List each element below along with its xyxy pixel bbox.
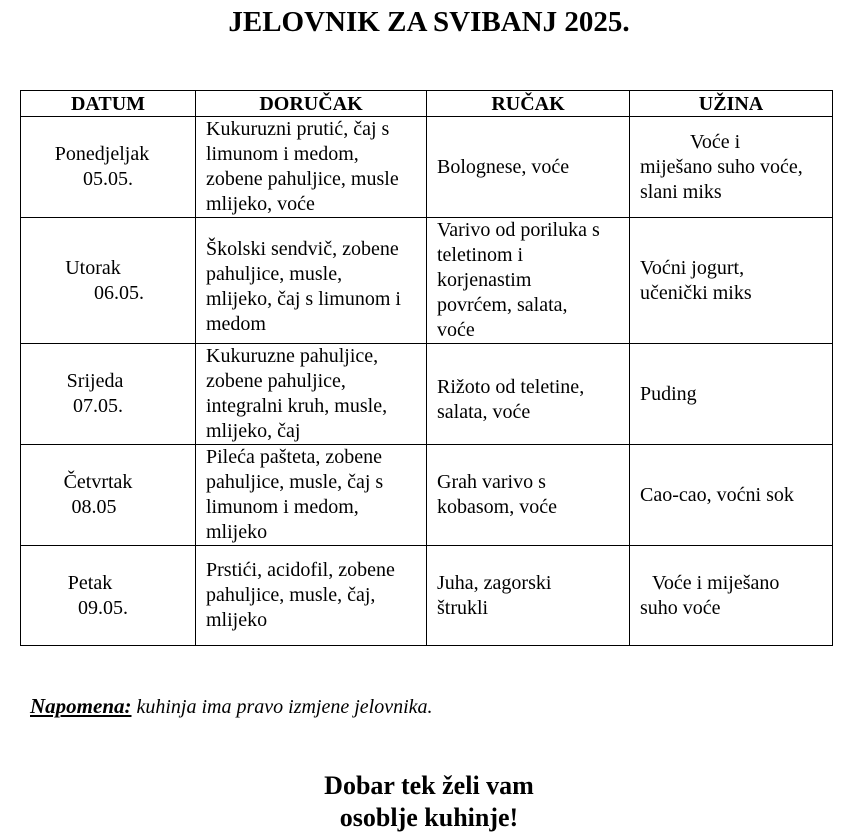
day-date: 06.05. <box>94 281 144 304</box>
lunch-line: salata, voće <box>437 401 531 423</box>
header-dorucak: DORUČAK <box>196 91 427 117</box>
breakfast-line: Pileća pašteta, zobene <box>206 446 383 468</box>
date-cell <box>21 218 196 344</box>
lunch-line: Grah varivo s <box>437 471 546 493</box>
lunch-line: Varivo od poriluka s <box>437 219 600 241</box>
day-name: Ponedjeljak <box>54 143 150 165</box>
lunch-cell <box>427 344 630 445</box>
lunch-line: teletinom i <box>437 244 524 266</box>
page-title: JELOVNIK ZA SVIBANJ 2025. <box>228 6 630 38</box>
day-name: Petak <box>67 571 113 594</box>
snack-cell <box>630 218 833 344</box>
lunch-line: Rižoto od teletine, <box>437 376 585 398</box>
snack-line: suho voće <box>640 596 721 619</box>
date-cell <box>21 117 196 218</box>
breakfast-line: Školski sendvič, zobene <box>206 237 399 260</box>
lunch-line: povrćem, salata, <box>437 294 568 316</box>
snack-line: Puding <box>640 382 697 405</box>
closing-line: osoblje kuhinje! <box>339 803 519 832</box>
note <box>30 694 433 719</box>
snack-line: Voćni jogurt, <box>640 256 745 279</box>
lunch-line: štrukli <box>437 596 489 619</box>
day-name: Četvrtak <box>63 471 133 493</box>
table-row <box>21 344 833 445</box>
breakfast-line: mlijeko, čaj <box>206 420 301 442</box>
snack-line: miješano suho voće, <box>640 155 803 178</box>
breakfast-line: mlijeko, voće <box>206 193 315 215</box>
date-cell <box>21 445 196 546</box>
day-date: 09.05. <box>78 596 128 619</box>
header-rucak: RUČAK <box>427 91 630 117</box>
table-row <box>21 117 833 218</box>
note-label: Napomena: <box>30 694 132 718</box>
breakfast-line: mlijeko <box>206 609 268 631</box>
table-row <box>21 445 833 546</box>
breakfast-line: Prstići, acidofil, zobene <box>206 559 395 581</box>
header-uzina: UŽINA <box>630 91 833 117</box>
lunch-line: korjenastim <box>437 269 532 291</box>
header-row <box>21 91 833 117</box>
breakfast-line: Kukuruzni prutić, čaj s <box>206 118 390 140</box>
day-date: 08.05 <box>71 496 117 518</box>
snack-line: slani miks <box>640 180 722 203</box>
snack-cell <box>630 546 833 646</box>
lunch-line: Juha, zagorski <box>437 571 552 594</box>
snack-line: učenički miks <box>640 281 752 304</box>
lunch-cell <box>427 546 630 646</box>
lunch-cell <box>427 117 630 218</box>
snack-cell <box>630 117 833 218</box>
note-text: kuhinja ima pravo izmjene jelovnika. <box>136 696 433 718</box>
lunch-cell <box>427 445 630 546</box>
breakfast-cell <box>196 218 427 344</box>
date-cell <box>21 344 196 445</box>
date-cell <box>21 546 196 646</box>
header-datum: DATUM <box>21 91 196 117</box>
lunch-line: voće <box>437 319 475 341</box>
breakfast-cell <box>196 344 427 445</box>
snack-cell <box>630 344 833 445</box>
snack-line: Voće i miješano <box>652 571 780 594</box>
closing-line: Dobar tek želi vam <box>324 771 534 800</box>
breakfast-line: zobene pahuljice, <box>206 370 346 392</box>
menu-table <box>20 90 833 646</box>
breakfast-line: integralni kruh, musle, <box>206 395 388 417</box>
lunch-line: Bolognese, voće <box>437 155 570 178</box>
table-row <box>21 218 833 344</box>
breakfast-line: medom <box>206 312 266 335</box>
snack-cell <box>630 445 833 546</box>
table-row <box>21 546 833 646</box>
day-date: 05.05. <box>83 168 133 190</box>
closing-message <box>0 770 844 834</box>
day-name: Srijeda <box>66 370 124 392</box>
breakfast-cell <box>196 117 427 218</box>
lunch-line: kobasom, voće <box>437 496 557 518</box>
day-date: 07.05. <box>73 395 123 417</box>
breakfast-line: mlijeko, čaj s limunom i <box>206 287 401 310</box>
day-name: Utorak <box>65 256 121 279</box>
breakfast-line: limunom i medom, <box>206 496 359 518</box>
breakfast-cell <box>196 546 427 646</box>
breakfast-line: limunom i medom, <box>206 143 359 165</box>
breakfast-line: pahuljice, musle, čaj, <box>206 584 376 606</box>
breakfast-line: Kukuruzne pahuljice, <box>206 345 379 367</box>
snack-line: Voće i <box>690 130 741 153</box>
breakfast-cell <box>196 445 427 546</box>
breakfast-line: pahuljice, musle, <box>206 262 343 285</box>
menu-body <box>21 117 833 646</box>
snack-line: Cao-cao, voćni sok <box>640 483 794 506</box>
breakfast-line: mlijeko <box>206 521 268 543</box>
breakfast-line: zobene pahuljice, musle <box>206 168 399 190</box>
breakfast-line: pahuljice, musle, čaj s <box>206 471 384 493</box>
lunch-cell <box>427 218 630 344</box>
